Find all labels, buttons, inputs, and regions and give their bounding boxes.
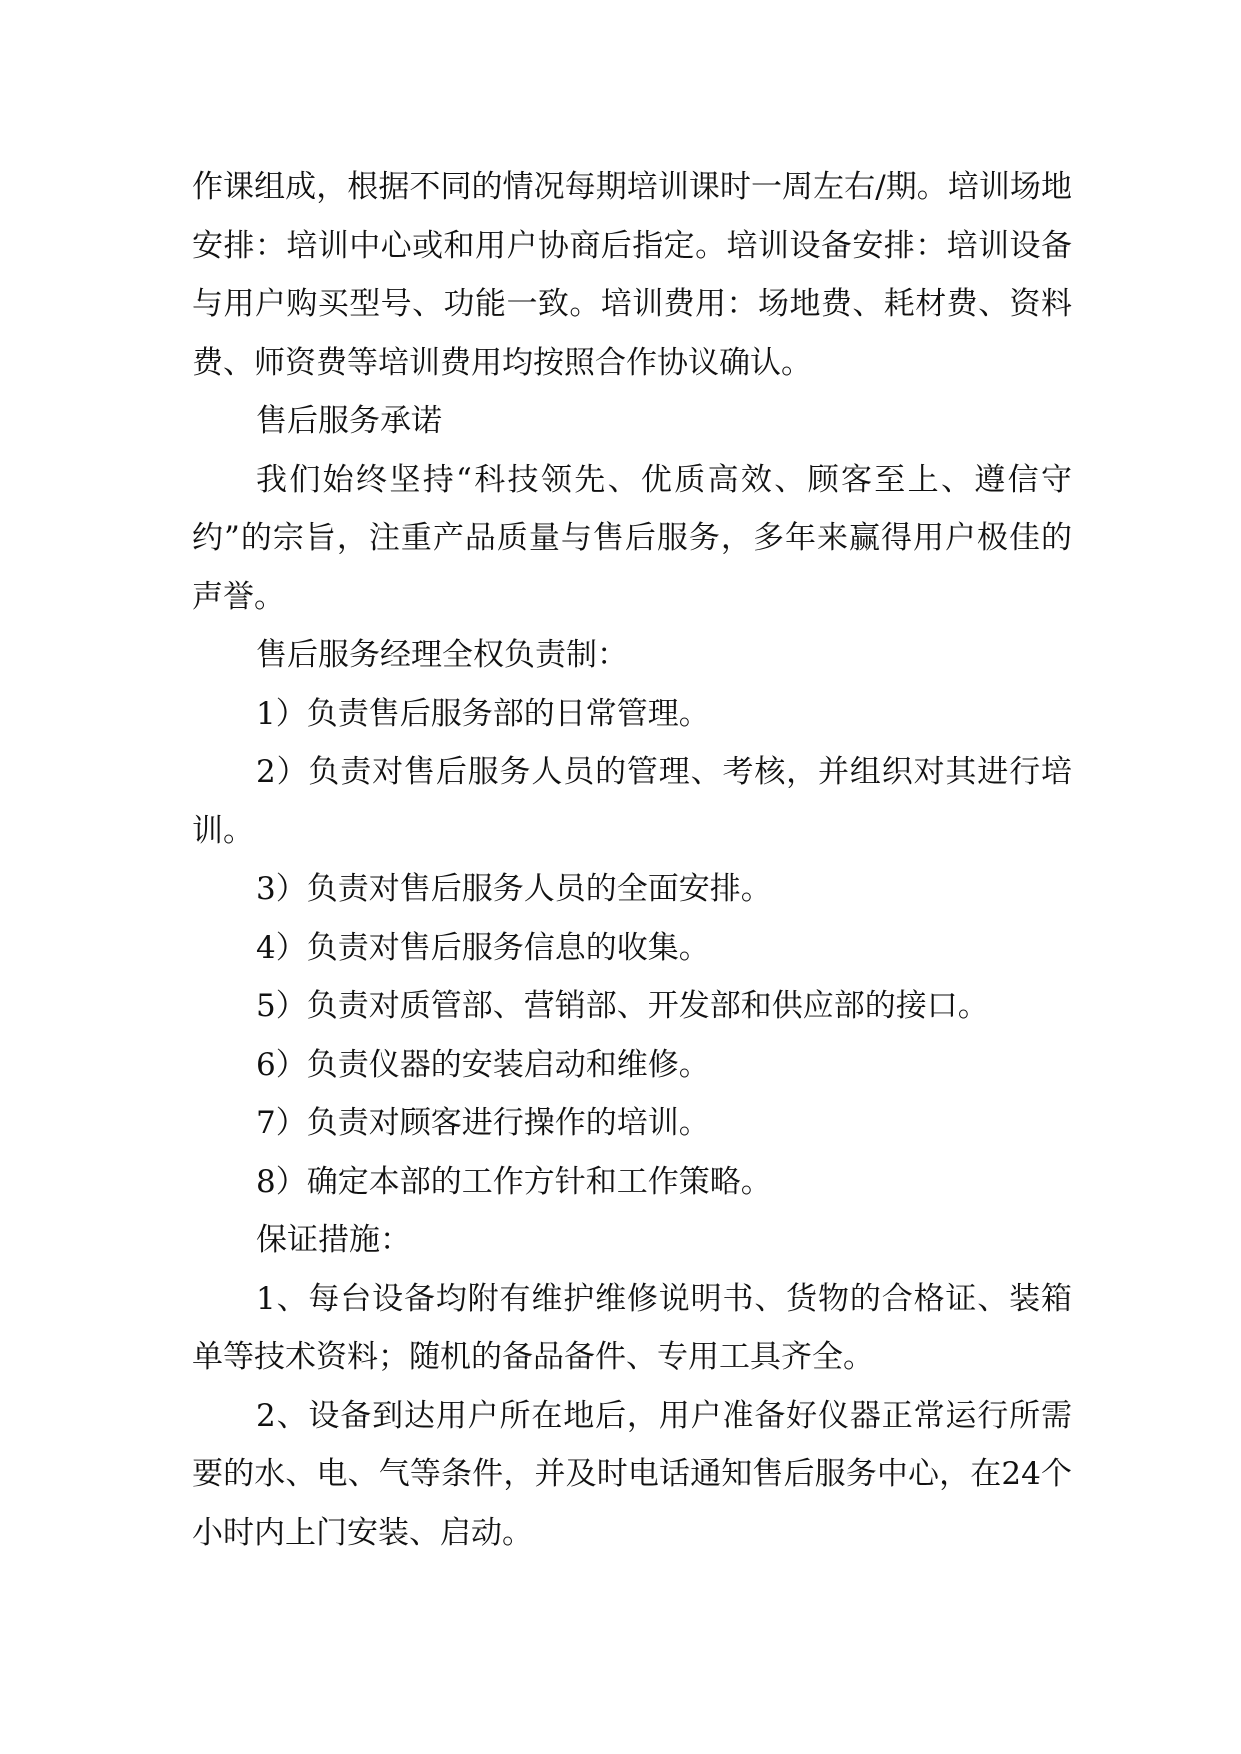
list-item: 1）负责售后服务部的日常管理。 bbox=[256, 695, 710, 732]
list-item: 1、每台设备均附有维护维修说明书、货物的合格证、装箱单等技术资料；随机的备品备件、专用工具齐全。 bbox=[192, 1280, 1072, 1375]
heading-after-sales-commitment: 售后服务承诺 bbox=[256, 403, 442, 439]
list-item: 2）负责对售后服务人员的管理、考核，并组织对其进行培训。 bbox=[192, 754, 1072, 849]
list-item: 5）负责对质管部、营销部、开发部和供应部的接口。 bbox=[256, 988, 989, 1024]
list-item: 6）负责仪器的安装启动和维修。 bbox=[256, 1046, 710, 1083]
paragraph-training-details: 作课组成，根据不同的情况每期培训课时一周左右/期。培训场地安排：培训中心或和用户协商后指定。培训设备安排：培训设备与用户购买型号、功能一致。培训费用：场地费、耗材费、资料费、师资费等培训费用均按照合作协议确认。 bbox=[192, 169, 1072, 381]
list-item: 8）确定本部的工作方针和工作策略。 bbox=[256, 1163, 772, 1200]
list-item: 3）负责对售后服务人员的全面安排。 bbox=[256, 871, 772, 907]
list-item: 4）负责对售后服务信息的收集。 bbox=[256, 929, 710, 966]
document-body bbox=[192, 158, 1072, 1562]
list-item: 7）负责对顾客进行操作的培训。 bbox=[256, 1105, 710, 1141]
paragraph-company-tenet: 我们始终坚持“科技领先、优质高效、顾客至上、遵信守约”的宗旨，注重产品质量与售后服务，多年来赢得用户极佳的声誉。 bbox=[192, 461, 1072, 615]
heading-manager-responsibility: 售后服务经理全权负责制： bbox=[256, 637, 628, 673]
heading-guarantee-measures: 保证措施： bbox=[256, 1222, 411, 1258]
list-item: 2、设备到达用户所在地后，用户准备好仪器正常运行所需要的水、电、气等条件，并及时电话通知售后服务中心，在24个小时内上门安装、启动。 bbox=[192, 1397, 1072, 1551]
